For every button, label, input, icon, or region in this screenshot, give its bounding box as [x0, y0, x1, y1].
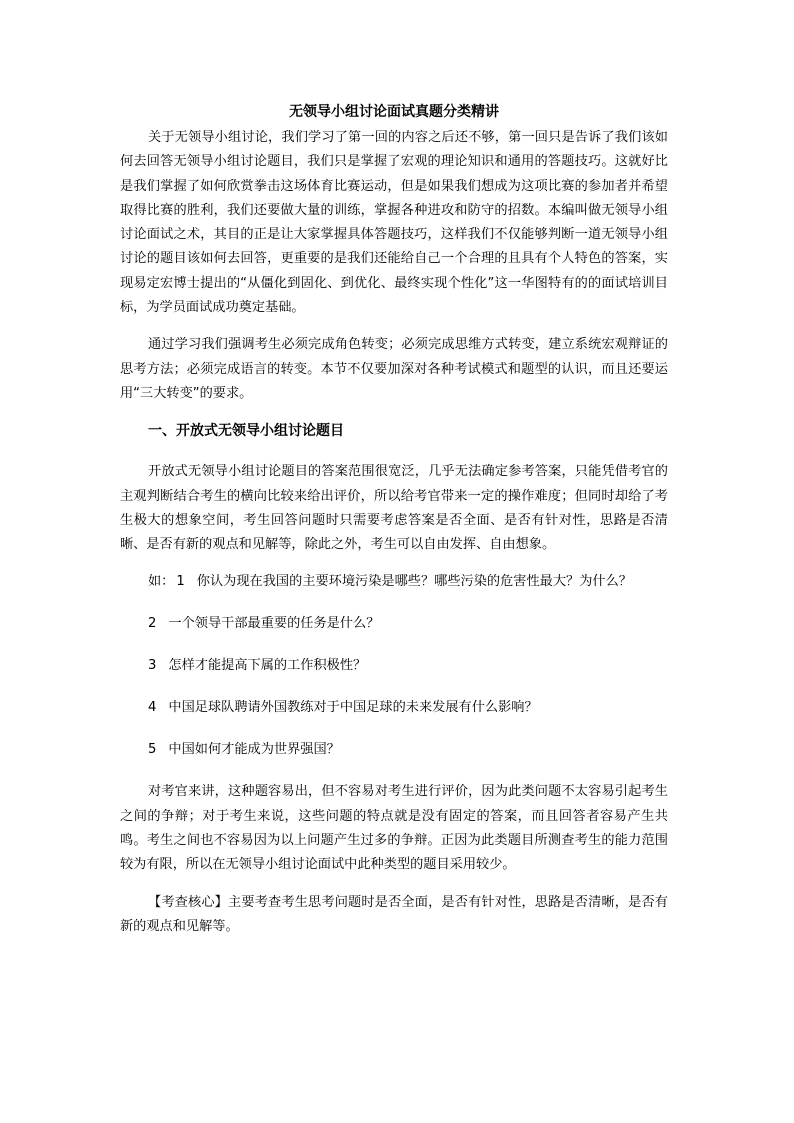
- example-item-4: [120, 696, 668, 720]
- example-number: 2: [148, 616, 157, 632]
- section-paragraph: 开放式无领导小组讨论题目的答案范围很宽泛，几乎无法确定参考答案，只能凭借考官的主观判断结合考生的横向比较来给出评价，所以给考官带来一定的操作难度；但同时却给了考生极大的想象空间，考生回答问题时只需要考虑答案是否全面、是否有针对性，思路是否清晰、是否有新的观点和见解等，除此之外，考生可以自由发挥、自由想象。: [120, 464, 668, 553]
- example-number: 4: [148, 700, 157, 716]
- example-item-5: [120, 738, 668, 762]
- examples-lead: 如：: [148, 574, 175, 590]
- document-title: 无领导小组讨论面试真题分类精讲: [289, 104, 499, 120]
- example-item-1: [120, 570, 668, 594]
- core-paragraph: 【考查核心】主要考查考生思考问题时是否全面，是否有针对性，思路是否清晰，是否有新的观点和见解等。: [120, 894, 668, 934]
- example-number: 5: [148, 742, 157, 758]
- example-text: 一个领导干部最重要的任务是什么？: [168, 616, 380, 632]
- example-number: 3: [148, 658, 157, 674]
- intro-paragraph-1: 关于无领导小组讨论，我们学习了第一回的内容之后还不够，第一回只是告诉了我们该如何去回答无领导小组讨论题目，我们只是掌握了宏观的理论知识和通用的答题技巧。这就好比是我们掌握了如何欣赏拳击这场体育比赛运动，但是如果我们想成为这项比赛的参加者并希望取得比赛的胜利，我们还要做大量的训练，掌握各种进攻和防守的招数。本编叫做无领导小组讨论面试之术，其目的正是让大家掌握具体答题技巧，这样我们不仅能够判断一道无领导小组讨论的题目该如何去回答，更重要的是我们还能给自己一个合理的且具有个人特色的答案，实现易定宏博士提出的“从僵化到固化、到优化、最终实现个性化”这一华图特有的的面试培训目标，为学员面试成功奠定基础。: [120, 130, 668, 316]
- example-text: 中国足球队聘请外国教练对于中国足球的未来发展有什么影响？: [168, 700, 538, 716]
- example-item-2: [120, 612, 668, 636]
- document-content: [120, 100, 668, 952]
- example-text: 中国如何才能成为世界强国？: [168, 742, 340, 758]
- example-number: 1: [176, 574, 185, 590]
- example-text: 怎样才能提高下属的工作积极性？: [168, 658, 367, 674]
- example-text: 你认为现在我国的主要环境污染是哪些？哪些污染的危害性最大？为什么？: [196, 574, 632, 590]
- example-item-3: [120, 654, 668, 678]
- intro-paragraph-2: 通过学习我们强调考生必须完成角色转变；必须完成思维方式转变，建立系统宏观辩证的思考方法；必须完成语言的转变。本节不仅要加深对各种考试模式和题型的认识，而且还要运用“三大转变”的要求。: [120, 337, 668, 401]
- section-heading: 一、开放式无领导小组讨论题目: [148, 423, 344, 440]
- analysis-paragraph: 对考官来讲，这种题容易出，但不容易对考生进行评价，因为此类问题不太容易引起考生之间的争辩；对于考生来说，这些问题的特点就是没有固定的答案，而且回答者容易产生共鸣。考生之间也不容易因为以上问题产生过多的争辩。正因为此类题目所测查考生的能力范围较为有限，所以在无领导小组讨论面试中此种类型的题目采用较少。: [120, 784, 668, 873]
